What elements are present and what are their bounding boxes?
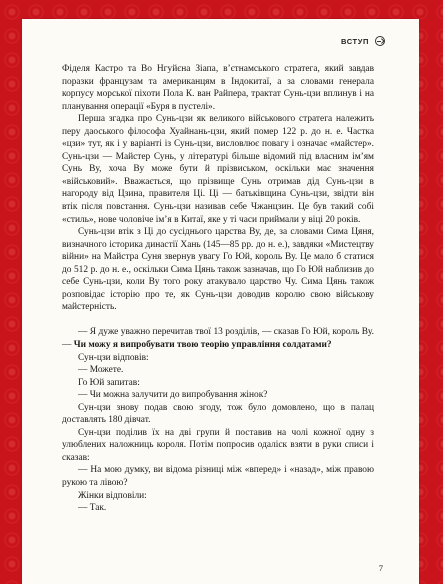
running-header xyxy=(341,36,385,46)
paragraph: Сунь-цзи втік з Ці до сусіднього царства Ву, де, за словами Сима Цяня, визначного історика династії Хань (145—85 рр. до н. е.), завдяки «Мистецтву війни» на Майстра Суня звернув увагу Го Юй, король Ву. Це мало б статися до 512 р. до н. е., оскільки Сима Цянь також зазначав, що Го Юй наблизив до себе Сунь-цзи, коли Ву того року атакувало царство Чу. Сима Цянь також розповідає історію про те, як Сунь-цзи доводив королю свою військову майстерність. xyxy=(62,227,374,313)
paragraph: Жінки відповіли: xyxy=(78,490,147,501)
arrow-right-circle-icon[interactable] xyxy=(375,36,385,46)
body-text xyxy=(62,63,374,515)
dialogue-bold-text: Чи можу я випробувати твою теорію управління солдатами? xyxy=(73,339,332,350)
paragraph: — Так. xyxy=(78,503,107,514)
paragraph: — На мою думку, ви відома різниці між «вперед» і «назад», між правою рукою та лівою? xyxy=(62,465,374,488)
paragraph: Го Юй запитав: xyxy=(78,377,140,388)
dialogue-text: — Я дуже уважно перечитав твої 13 розділів, — сказав Го Юй, король Ву. — xyxy=(62,327,374,350)
paragraph: Сун-цзи знову подав свою згоду, тож було домовлено, що в палац доставлять 180 дівчат. xyxy=(62,402,374,426)
paragraph xyxy=(62,326,374,351)
paragraph: Сун-цзи поділив їх на дві групи й поставив на чолі кожної одну з улюблених наложниць короля. Потім попросив одаліск взяти в руки списи і сказав: xyxy=(62,427,374,463)
paragraph: Фіделя Кастро та Во Нгуйєна Зіапа, в’єтнамського стратега, який завдав поразки французам та американцям в Індокитаї, а за словами генерала корпусу морської піхоти Пола К. ван Райпера, трактат Сунь-цзи вплинув і на планування операції «Буря в пустелі». xyxy=(62,64,374,112)
book-page xyxy=(22,19,419,584)
paragraph: — Чи можна залучити до випробування жінок? xyxy=(78,390,268,401)
paragraph: Перша згадка про Сунь-цзи як великого військового стратега належить перу даоського філософа Хуайнань-цзи, який помер 122 р. до н. е. Частка «цзи» тут, як і у варіанті із Сунь-цзи, висловлює повагу і означає «майстер». Сунь-цзи — Майстер Сунь, у літературі більше відомий під власним ім’ям Сунь Ву, хоча Ву може бути й прізвиськом, оскільки має значення «військовий». Вважається, що прізвище Сунь отримав дід Сунь-цзи в нагороду від Цзина, правителя Ці. Ці — батьківщина Сунь-цзи, звідти він втік після повстання. Сунь-цзи називав себе Чжанцзин. Це був такий собі «стиль», нове чоловіче ім’я в Китаї, яке у ті часи приймали у віці 20 років. xyxy=(62,114,374,225)
page-number: 7 xyxy=(378,563,383,573)
paragraph: Сун-цзи відповів: xyxy=(78,352,149,363)
paragraph: — Можете. xyxy=(78,365,124,376)
section-title: ВСТУП xyxy=(341,36,369,46)
